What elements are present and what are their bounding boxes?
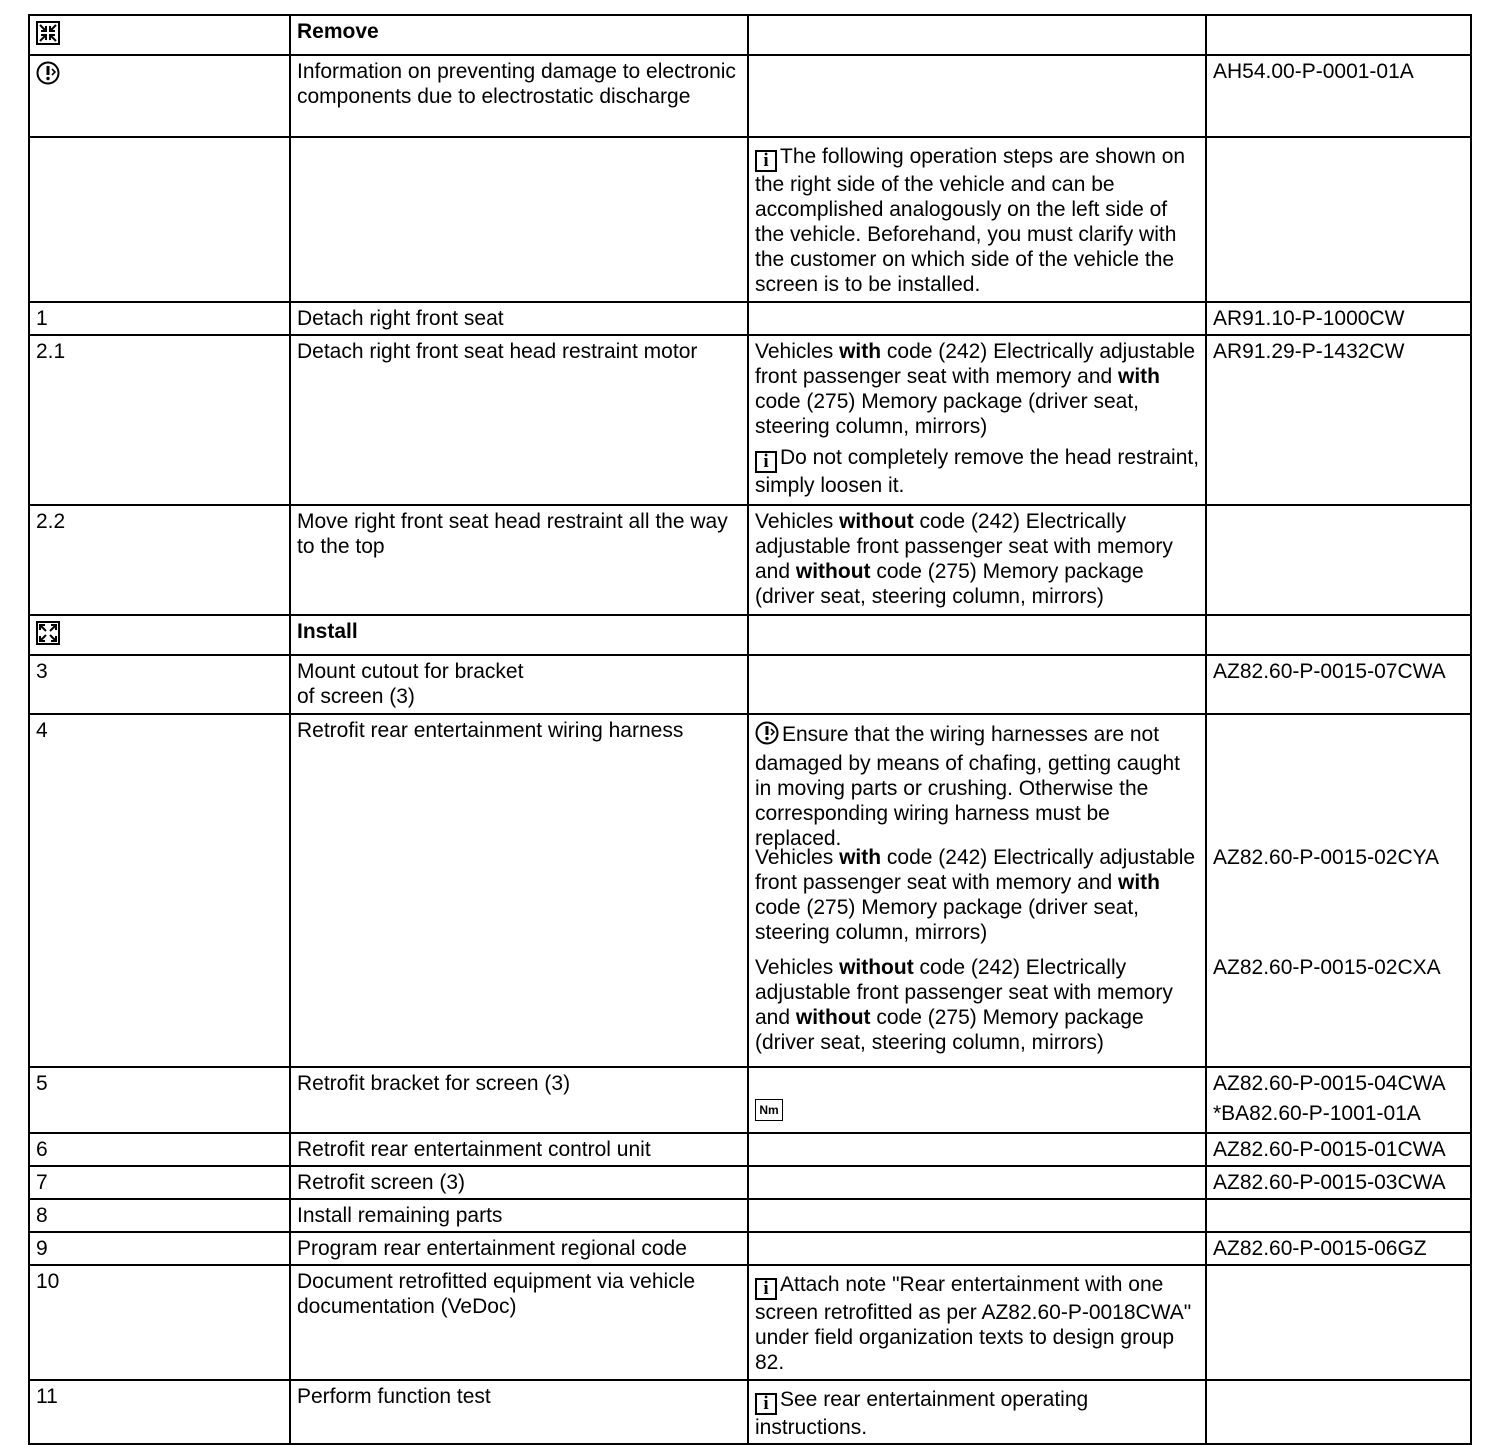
step-reference: AZ82.60-P-0015-02CXA: [1213, 956, 1441, 979]
empty-cell: [1206, 15, 1471, 55]
cond-text: code (242) Electrically adjustable front passenger seat with memory and: [755, 510, 1173, 583]
step-text: Program rear entertainment regional code: [290, 1232, 748, 1265]
step-text: Retrofit rear entertainment wiring harness: [290, 714, 748, 1067]
table-row: [29, 714, 1471, 1067]
spacer: [755, 1071, 1200, 1093]
step-reference: AR91.29-P-1432CW: [1206, 335, 1471, 505]
table-row: [29, 1166, 1471, 1199]
step-text: Document retrofitted equipment via vehicle documentation (VeDoc): [290, 1265, 748, 1380]
table-row: [29, 655, 1471, 714]
table-row: [29, 1199, 1471, 1232]
install-symbol-icon: [36, 621, 60, 645]
condition-without: [755, 955, 1200, 1055]
table-row: [29, 1067, 1471, 1133]
cond-text: code (275) Memory package (driver seat, steering column, mirrors): [755, 560, 1144, 608]
empty-cell: [748, 1232, 1206, 1265]
torque-cell: [748, 1067, 1206, 1133]
step-text: [290, 655, 748, 714]
empty-cell: [748, 15, 1206, 55]
empty-cell: [1206, 1380, 1471, 1444]
table-row-esd: [29, 55, 1471, 137]
cond-keyword: with: [839, 340, 882, 363]
step-number: 1: [29, 302, 290, 335]
table-row: [29, 1380, 1471, 1444]
procedure-table: [28, 14, 1472, 1445]
info-icon: i: [755, 1278, 777, 1300]
step-reference: AZ82.60-P-0015-04CWA: [1213, 1072, 1446, 1095]
cond-text: Vehicles: [755, 510, 840, 533]
step-text: Detach right front seat head restraint motor: [290, 335, 748, 505]
cond-text: Vehicles: [755, 956, 840, 979]
cond-keyword: with: [839, 846, 882, 869]
cond-keyword: without: [839, 956, 914, 979]
step-number: 2.2: [29, 505, 290, 615]
step-reference: AZ82.60-P-0015-07CWA: [1206, 655, 1471, 714]
table-row: [29, 302, 1471, 335]
table-row: [29, 1265, 1471, 1380]
empty-cell: [1206, 137, 1471, 302]
step-number: 6: [29, 1133, 290, 1166]
table-row-install: [29, 615, 1471, 655]
empty-cell: [1206, 1265, 1471, 1380]
info-icon: i: [755, 1393, 777, 1415]
step-text: Retrofit screen (3): [290, 1166, 748, 1199]
step-text: Install remaining parts: [290, 1199, 748, 1232]
step-reference: AR91.10-P-1000CW: [1206, 302, 1471, 335]
note-cell: [748, 1380, 1206, 1444]
step-text: Retrofit bracket for screen (3): [290, 1067, 748, 1133]
empty-cell: [748, 1133, 1206, 1166]
torque-icon: Nm: [755, 1099, 783, 1121]
cond-keyword: without: [795, 1006, 871, 1029]
install-symbol-cell: [29, 615, 290, 655]
empty-cell: [1206, 615, 1471, 655]
empty-cell: [29, 137, 290, 302]
step-number: 8: [29, 1199, 290, 1232]
caution-icon: [755, 721, 779, 751]
esd-reference: AH54.00-P-0001-01A: [1206, 55, 1471, 137]
info-icon: i: [755, 150, 777, 172]
empty-cell: [748, 1199, 1206, 1232]
remove-symbol-cell: [29, 15, 290, 55]
install-heading: Install: [290, 615, 748, 655]
step-reference: *BA82.60-P-1001-01A: [1213, 1102, 1421, 1125]
cond-text: Vehicles: [755, 846, 840, 869]
step-number: 11: [29, 1380, 290, 1444]
condition-cell: [748, 714, 1206, 1067]
cond-text: code (275) Memory package (driver seat, steering column, mirrors): [755, 1006, 1144, 1054]
head-restraint-note: [755, 445, 1200, 498]
remove-heading: Remove: [290, 15, 748, 55]
step-reference: AZ82.60-P-0015-06GZ: [1206, 1232, 1471, 1265]
step-text-line: Mount cutout for bracket: [297, 660, 524, 683]
note-cell: [748, 1265, 1206, 1380]
condition-with: [755, 845, 1200, 949]
table-row: [29, 1133, 1471, 1166]
wiring-warning: [755, 721, 1200, 850]
table-row: [29, 335, 1471, 505]
cond-keyword: with: [1118, 871, 1161, 894]
cond-text: code (275) Memory package (driver seat, steering column, mirrors): [755, 390, 1139, 438]
side-note: [748, 137, 1206, 302]
empty-cell: [1206, 1199, 1471, 1232]
cond-text: Vehicles: [755, 340, 840, 363]
empty-cell: [748, 655, 1206, 714]
spacer: [1213, 721, 1465, 845]
step-text: Retrofit rear entertainment control unit: [290, 1133, 748, 1166]
condition-with: [755, 339, 1200, 439]
remove-symbol-icon: [36, 21, 60, 45]
condition-cell: [748, 505, 1206, 615]
cond-text: code (242) Electrically adjustable front passenger seat with memory and: [755, 340, 1196, 388]
empty-cell: [748, 302, 1206, 335]
step-text: Perform function test: [290, 1380, 748, 1444]
empty-cell: [748, 615, 1206, 655]
step-number: 9: [29, 1232, 290, 1265]
step-number: 3: [29, 655, 290, 714]
empty-cell: [290, 137, 748, 302]
table-row-side-note: [29, 137, 1471, 302]
warning-text: Ensure that the wiring harnesses are not damaged by means of chafing, getting caught in moving parts or crushing. Otherwise the corresponding wiring harness must be replaced.: [755, 723, 1180, 850]
cond-keyword: without: [795, 560, 871, 583]
condition-cell: [748, 335, 1206, 505]
cond-text: code (242) Electrically adjustable front passenger seat with memory and: [755, 846, 1196, 894]
empty-cell: [1206, 505, 1471, 615]
cond-text: code (242) Electrically adjustable front passenger seat with memory and: [755, 956, 1173, 1029]
step-reference: AZ82.60-P-0015-03CWA: [1206, 1166, 1471, 1199]
step-text: Move right front seat head restraint all the way to the top: [290, 505, 748, 615]
step-number: 10: [29, 1265, 290, 1380]
note-text: Do not completely remove the head restraint, simply loosen it.: [755, 446, 1200, 497]
caution-symbol-cell: [29, 55, 290, 137]
esd-description: Information on preventing damage to electronic components due to electrostatic discharge: [290, 55, 748, 137]
table-row-remove: [29, 15, 1471, 55]
step-number: 2.1: [29, 335, 290, 505]
caution-icon: [36, 61, 60, 85]
note-text: See rear entertainment operating instructions.: [755, 1388, 1089, 1439]
cond-keyword: without: [839, 510, 914, 533]
empty-cell: [748, 1166, 1206, 1199]
step-number: 5: [29, 1067, 290, 1133]
table-row: [29, 505, 1471, 615]
table-row: [29, 1232, 1471, 1265]
cond-keyword: with: [1118, 365, 1161, 388]
step-reference: AZ82.60-P-0015-02CYA: [1213, 846, 1440, 869]
side-note-text: The following operation steps are shown on the right side of the vehicle and can be accomplished analogously on the left side of the vehicle. Beforehand, you must clarify with the customer on which side of the vehicle the screen is to be installed.: [755, 145, 1186, 296]
step-reference: AZ82.60-P-0015-01CWA: [1206, 1133, 1471, 1166]
step-number: 7: [29, 1166, 290, 1199]
reference-cell: [1206, 714, 1471, 1067]
step-number: 4: [29, 714, 290, 1067]
step-text: Detach right front seat: [290, 302, 748, 335]
empty-cell: [748, 55, 1206, 137]
step-text-line: of screen (3): [297, 685, 415, 708]
cond-text: code (275) Memory package (driver seat, steering column, mirrors): [755, 896, 1139, 944]
info-icon: i: [755, 451, 777, 473]
reference-cell: [1206, 1067, 1471, 1133]
note-text: Attach note "Rear entertainment with one screen retrofitted as per AZ82.60-P-0018CWA" under field organization texts to design group 82.: [755, 1273, 1192, 1374]
